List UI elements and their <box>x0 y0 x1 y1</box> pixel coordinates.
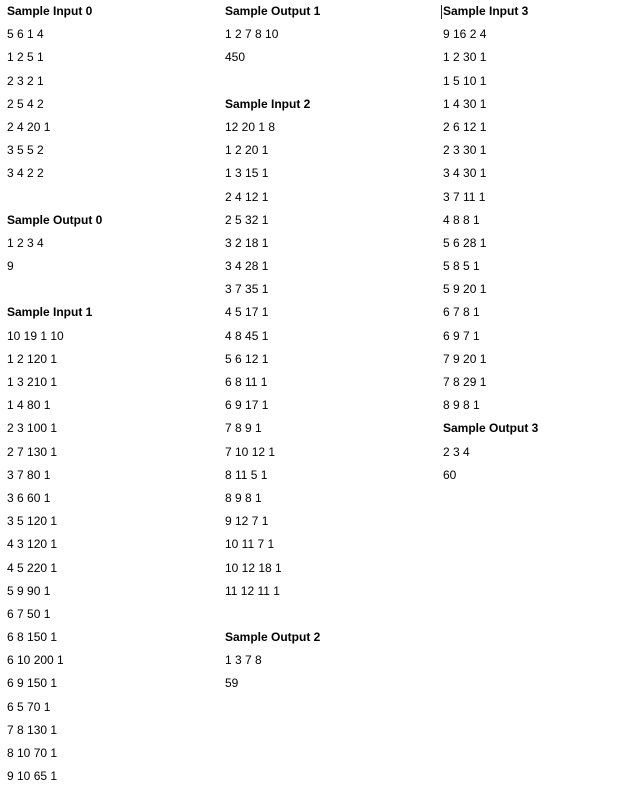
sample-input-3-line: 1 5 10 1 <box>443 73 487 88</box>
sample-input-1-line: 2 7 130 1 <box>7 444 58 459</box>
sample-input-0-line: 3 5 5 2 <box>7 143 44 158</box>
sample-output-1-line: 450 <box>225 50 246 65</box>
sample-input-1-line: 9 10 65 1 <box>7 769 58 784</box>
sample-input-1-line: 3 5 120 1 <box>7 514 58 529</box>
sample-input-1-line: 6 9 150 1 <box>7 676 58 691</box>
sample-input-2-line: 10 12 18 1 <box>225 560 282 575</box>
column-divider <box>441 5 442 19</box>
sample-output-1-block <box>225 0 430 70</box>
sample-input-1-line: 3 6 60 1 <box>7 490 51 505</box>
sample-input-2-line: 3 2 18 1 <box>225 235 269 250</box>
sample-input-0-line: 2 3 2 1 <box>7 73 44 88</box>
sample-input-3-line: 1 4 30 1 <box>443 96 487 111</box>
sample-input-1-line: 4 3 120 1 <box>7 537 58 552</box>
sample-input-2-line: 10 11 7 1 <box>225 537 275 552</box>
sample-output-2-heading: Sample Output 2 <box>225 630 321 645</box>
sample-input-2-heading: Sample Input 2 <box>225 96 311 111</box>
sample-input-2-line: 2 5 32 1 <box>225 212 269 227</box>
sample-output-0-block <box>7 209 212 279</box>
sample-input-3-line: 6 9 7 1 <box>443 328 480 343</box>
column-right <box>443 0 618 487</box>
sample-input-2-line: 1 2 20 1 <box>225 143 269 158</box>
sample-output-1-heading: Sample Output 1 <box>225 4 321 18</box>
sample-input-1-line: 7 8 130 1 <box>7 722 58 737</box>
sample-input-2-line: 8 9 8 1 <box>225 490 262 505</box>
sample-input-2-line: 7 8 9 1 <box>225 421 262 436</box>
sample-output-3-line: 60 <box>443 467 457 482</box>
sample-input-1-line: 10 19 1 10 <box>7 328 64 343</box>
sample-input-1-line: 8 10 70 1 <box>7 746 58 760</box>
sample-input-2-line: 9 12 7 1 <box>225 514 269 529</box>
sample-input-3-heading: Sample Input 3 <box>443 4 529 18</box>
sample-output-2-block <box>225 626 430 696</box>
sample-input-0-heading: Sample Input 0 <box>7 4 93 18</box>
sample-input-3-line: 5 6 28 1 <box>443 235 487 250</box>
sample-input-3-line: 8 9 8 1 <box>443 398 480 413</box>
sample-input-1-block <box>7 301 212 788</box>
sample-input-2-line: 12 20 1 8 <box>225 119 276 134</box>
sample-input-1-heading: Sample Input 1 <box>7 305 93 320</box>
sample-input-0-line: 2 5 4 2 <box>7 96 44 111</box>
sample-output-3-heading: Sample Output 3 <box>443 421 539 436</box>
sample-input-1-line: 1 4 80 1 <box>7 398 51 413</box>
sample-input-2-line: 3 4 28 1 <box>225 259 269 274</box>
sample-output-3-line: 2 3 4 <box>443 444 470 459</box>
sample-input-2-line: 3 7 35 1 <box>225 282 269 297</box>
sample-input-2-line: 6 9 17 1 <box>225 398 269 413</box>
sample-input-0-line: 3 4 2 2 <box>7 166 44 181</box>
sample-input-0-block <box>7 0 212 186</box>
sample-input-1-line: 6 8 150 1 <box>7 630 58 645</box>
sample-input-3-line: 2 3 30 1 <box>443 143 487 158</box>
blank-line <box>225 70 430 93</box>
sample-input-2-line: 4 8 45 1 <box>225 328 269 343</box>
sample-output-2-line: 59 <box>225 676 239 691</box>
sample-input-1-line: 5 9 90 1 <box>7 583 51 598</box>
sample-output-0-line: 1 2 3 4 <box>7 235 44 250</box>
sample-input-2-line: 5 6 12 1 <box>225 351 269 366</box>
sample-input-3-line: 3 7 11 1 <box>443 189 486 204</box>
sample-input-3-line: 5 8 5 1 <box>443 259 480 274</box>
sample-input-2-line: 8 11 5 1 <box>225 467 268 482</box>
sample-input-0-line: 5 6 1 4 <box>7 27 44 42</box>
sample-input-2-line: 11 12 11 1 <box>225 583 280 598</box>
sample-output-3-block <box>443 417 618 487</box>
column-middle <box>225 0 430 696</box>
sample-input-2-line: 1 3 15 1 <box>225 166 269 181</box>
column-left <box>7 0 212 788</box>
sample-input-1-line: 1 3 210 1 <box>7 375 58 389</box>
sample-output-2-line: 1 3 7 8 <box>225 653 262 668</box>
sample-input-2-line: 2 4 12 1 <box>225 189 269 204</box>
sample-input-2-block <box>225 93 430 603</box>
sample-output-0-line: 9 <box>7 259 14 274</box>
blank-line <box>225 603 430 626</box>
sample-input-1-line: 6 10 200 1 <box>7 653 64 668</box>
sample-input-1-line: 6 5 70 1 <box>7 699 51 714</box>
sample-input-3-line: 1 2 30 1 <box>443 50 487 65</box>
sample-input-3-line: 5 9 20 1 <box>443 282 487 297</box>
sample-input-0-line: 2 4 20 1 <box>7 119 51 134</box>
sample-input-3-line: 7 9 20 1 <box>443 351 487 366</box>
sample-input-3-block <box>443 0 618 417</box>
sample-input-3-line: 2 6 12 1 <box>443 119 487 134</box>
sample-output-1-line: 1 2 7 8 10 <box>225 27 279 42</box>
sample-input-3-line: 7 8 29 1 <box>443 375 487 389</box>
sample-input-1-line: 2 3 100 1 <box>7 421 58 436</box>
blank-line <box>7 278 212 301</box>
sample-input-0-line: 1 2 5 1 <box>7 50 44 65</box>
sample-input-1-line: 1 2 120 1 <box>7 351 58 366</box>
sample-input-1-line: 6 7 50 1 <box>7 606 51 621</box>
sample-input-2-line: 4 5 17 1 <box>225 305 269 320</box>
sample-input-2-line: 6 8 11 1 <box>225 375 268 389</box>
sample-input-1-line: 3 7 80 1 <box>7 467 51 482</box>
blank-line <box>7 186 212 209</box>
sample-input-3-line: 6 7 8 1 <box>443 305 480 320</box>
sample-input-1-line: 4 5 220 1 <box>7 560 58 575</box>
sample-output-0-heading: Sample Output 0 <box>7 212 103 227</box>
sample-input-3-line: 4 8 8 1 <box>443 212 480 227</box>
sample-input-3-line: 3 4 30 1 <box>443 166 487 181</box>
sample-input-3-line: 9 16 2 4 <box>443 27 487 42</box>
sample-input-2-line: 7 10 12 1 <box>225 444 276 459</box>
